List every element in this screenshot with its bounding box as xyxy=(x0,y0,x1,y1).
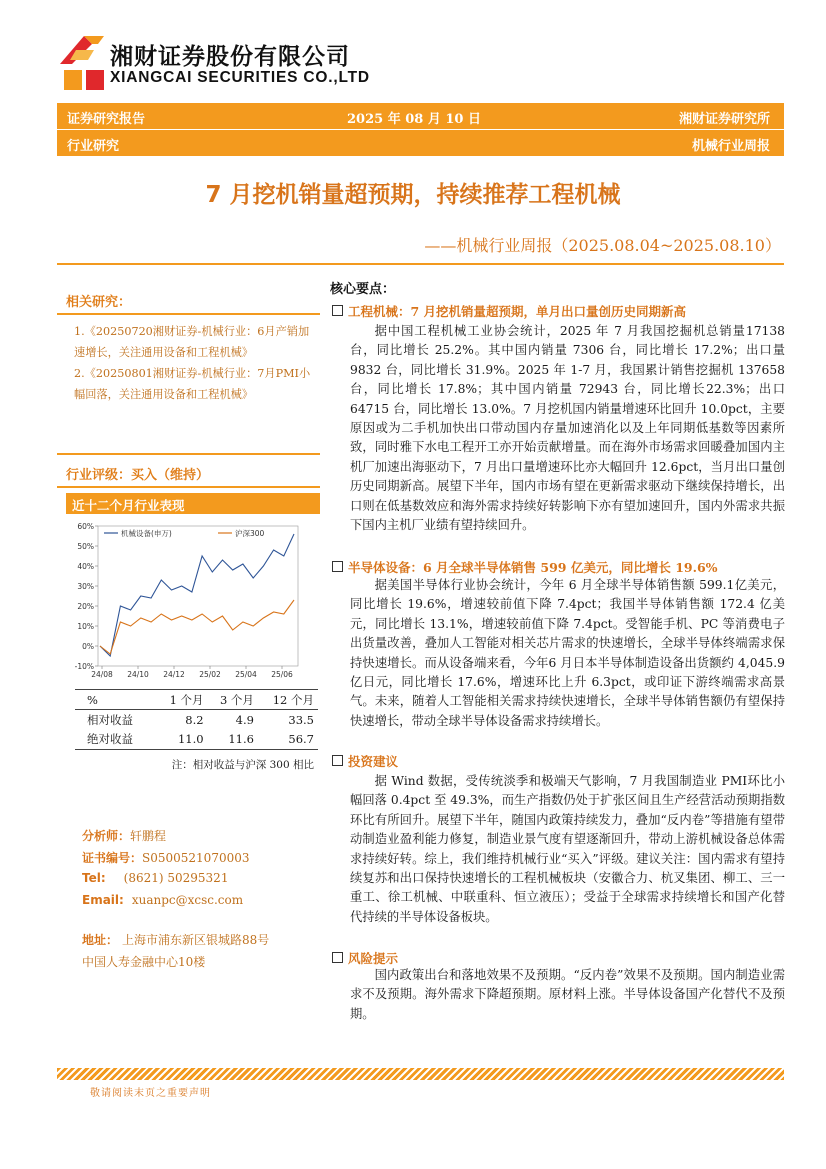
table-cell: 33.5 xyxy=(288,712,314,727)
institute-name: 湘财证券研究所 xyxy=(678,112,770,127)
cert-number: S0500521070003 xyxy=(142,851,250,865)
table-header-cell: 12 个月 xyxy=(258,690,318,710)
related-research-heading: 相关研究： xyxy=(66,295,132,310)
report-category: 行业研究 xyxy=(67,139,120,154)
report-type: 证券研究报告 xyxy=(67,112,146,127)
company-logo xyxy=(58,30,110,92)
address-line-1: 上海市浦东新区银城路88号 xyxy=(122,933,270,947)
related-divider xyxy=(57,313,320,315)
x-tick-label: 24/12 xyxy=(163,670,185,679)
industry-performance-chart xyxy=(66,514,320,684)
table-header-cell: % xyxy=(75,690,157,710)
series-line-1 xyxy=(100,534,294,656)
industry-rating: 行业评级：买入（维持） xyxy=(66,468,210,483)
table-header-cell: 1 个月 xyxy=(157,690,207,710)
analyst-name-row xyxy=(82,827,166,844)
y-tick-label: 0% xyxy=(82,642,94,651)
analyst-name: 轩鹏程 xyxy=(130,829,167,843)
chart-title: 近十二个月行业表现 xyxy=(66,493,320,514)
section-heading-investment: 投资建议 xyxy=(332,752,398,770)
title-divider xyxy=(57,263,784,265)
y-tick-label: 10% xyxy=(77,622,94,631)
row-label: 绝对收益 xyxy=(75,730,157,750)
table-cell: 11.0 xyxy=(157,730,207,750)
report-series: 机械行业周报 xyxy=(691,139,770,154)
footer-disclaimer: 敬请阅读末页之重要声明 xyxy=(90,1088,211,1099)
address-label: 地址： xyxy=(82,933,119,947)
y-tick-label: 50% xyxy=(77,542,94,551)
section-body-investment: 据 Wind 数据，受传统淡季和极端天气影响，7 月我国制造业 PMI环比小幅回落 0.4pct 至 49.3%，而生产指数仍处于扩张区间且生产经营活动预期指数环比有所回升。展望下半年，随国内政策持续发力，叠加“反内卷”等措施有望带动制造业盈利能力修复，制造业景气度有望逐渐回升，带动上游机械设备总体需求持续好转。综上，我们维持机械行业“买入”评级。建议关注：国内需求有望持续复苏和出口保持快速增长的工程机械板块（安徽合力、杭叉集团、柳工、三一重工、徐工机械、中联重科、恒立液压）；受益于全球需求持续增长和国产化替代持续的半导体设备板块。 xyxy=(350,774,785,924)
section-body-risk: 国内政策出台和落地效果不及预期。“反内卷”效果不及预期。国内制造业需求不及预期。海外需求下降超预期。原材料上涨。半导体设备国产化替代不及预期。 xyxy=(350,968,785,1021)
cert-label: 证书编号： xyxy=(82,851,143,865)
performance-table xyxy=(75,689,318,750)
section-body-construction: 据中国工程机械工业协会统计，2025 年 7 月我国挖掘机总销量17138 台，同比增长 25.2%。其中国内销量 7306 台，同比增长 17.2%；出口量 9832 台，同比增长 31.9%。2025 年 1-7 月，我国累计销售挖掘机 137658 台，同比增长 17.8%；其中国内销量 72943 台，同比增长22.3%；出口 64715 台，同比增长 13.0%。7 月挖机国内销量增速环比回升 10.0pct，主要原因或为二手机加快出口带动国内存量加速消化以及上年同期低基数等因素所致，同时雅下水电工程开工亦开始贡献增量。而在海外市场需求回暖叠加国内主机厂加速出海驱动下，7 月出口量增速环比亦大幅回升 12.6pct，当月出口量创历史同期新高。展望下半年，国内市场有望在更新需求驱动下继续保持增长，出口则在低基数效应和海外需求持续好转影响下亦有望加速回升，国内外需求共振下国内主机厂业绩有望持续回升。 xyxy=(350,324,785,533)
x-tick-label: 24/08 xyxy=(91,670,113,679)
rating-divider-top xyxy=(57,453,320,455)
footer-stripe xyxy=(57,1068,784,1080)
table-cell: 11.6 xyxy=(208,730,258,750)
report-date: 2025 年 08 月 10 日 xyxy=(347,112,481,127)
row-label: 相对收益 xyxy=(87,712,133,727)
tel-number: (8621) 50295321 xyxy=(123,871,229,885)
address-line-2: 中国人寿金融中心10楼 xyxy=(82,955,206,969)
y-tick-label: 40% xyxy=(77,562,94,571)
legend-label-1: 机械设备(申万) xyxy=(121,529,172,538)
header-band-bottom xyxy=(57,130,784,156)
related-item-2[interactable]: 2.《20250801湘财证券-机械行业：7月PMI小幅回落，关注通用设备和工程机械》 xyxy=(74,367,311,401)
y-tick-label: 30% xyxy=(77,582,94,591)
header-band-top xyxy=(57,103,784,129)
table-row xyxy=(75,710,318,730)
table-cell: 8.2 xyxy=(185,712,204,727)
y-tick-label: 20% xyxy=(77,602,94,611)
legend-label-2: 沪深300 xyxy=(235,529,265,538)
x-tick-label: 25/06 xyxy=(271,670,293,679)
core-points-heading: 核心要点： xyxy=(330,282,396,297)
table-note: 注：相对收益与沪深 300 相比 xyxy=(171,759,314,771)
x-tick-label: 25/02 xyxy=(199,670,221,679)
email-label: Email: xyxy=(82,893,124,907)
table-cell: 56.7 xyxy=(258,730,318,750)
section-body-semiconductor: 据美国半导体行业协会统计，今年 6 月全球半导体销售额 599.1亿美元，同比增长 19.6%，增速较前值下降 7.4pct；我国半导体销售额 172.4 亿美元，同比增长 13.1%，增速较前值下降 7.4pct。受智能手机、PC 等消费电子出货量改善，叠加人工智能对相关芯片需求的快速增长，全球半导体终端需求保持快速增长。而从设备端来看，今年6 月日本半导体制造设备出货额约 4,045.9 亿日元，同比增长 17.6%，增速环比上升 6.3pct，或印证下游终端需求高景气。未来，随着人工智能相关需求持续快速增长，全球半导体销售额仍有望保持快速增长，带动全球半导体设备需求持续增长。 xyxy=(350,578,785,728)
address-row xyxy=(82,931,269,948)
tel-label: Tel: xyxy=(82,871,106,885)
analyst-label: 分析师： xyxy=(82,829,131,843)
analyst-tel-row xyxy=(82,871,228,885)
related-item-1[interactable]: 1.《20250720湘财证券-机械行业：6月产销加速增长，关注通用设备和工程机械》 xyxy=(74,325,310,359)
section-heading-semiconductor: 半导体设备：6 月全球半导体销售 599 亿美元，同比增长 19.6% xyxy=(332,558,718,576)
analyst-cert-row xyxy=(82,849,250,866)
table-header-row xyxy=(75,690,318,710)
x-tick-label: 24/10 xyxy=(127,670,149,679)
table-cell: 4.9 xyxy=(235,712,254,727)
y-tick-label: 60% xyxy=(77,522,94,531)
report-title: 7 月挖机销量超预期，持续推荐工程机械 xyxy=(205,182,621,208)
report-subtitle: ——机械行业周报（2025.08.04~2025.08.10） xyxy=(424,236,781,255)
chart-frame xyxy=(98,526,298,666)
y-tick-label: -10% xyxy=(74,662,94,671)
company-name-cn: 湘财证券股份有限公司 xyxy=(110,44,350,70)
analyst-email-row xyxy=(82,893,243,907)
section-heading-construction: 工程机械：7 月挖机销量超预期，单月出口量创历史同期新高 xyxy=(332,302,686,320)
x-tick-label: 25/04 xyxy=(235,670,257,679)
table-row xyxy=(75,730,318,750)
series-line-2 xyxy=(100,600,294,654)
section-heading-risk: 风险提示 xyxy=(332,949,398,967)
email-address[interactable]: xuanpc@xcsc.com xyxy=(131,893,244,907)
rating-divider-bottom xyxy=(57,486,320,488)
company-name-en: XIANGCAI SECURITIES CO.,LTD xyxy=(110,69,370,86)
table-header-cell: 3 个月 xyxy=(208,690,258,710)
